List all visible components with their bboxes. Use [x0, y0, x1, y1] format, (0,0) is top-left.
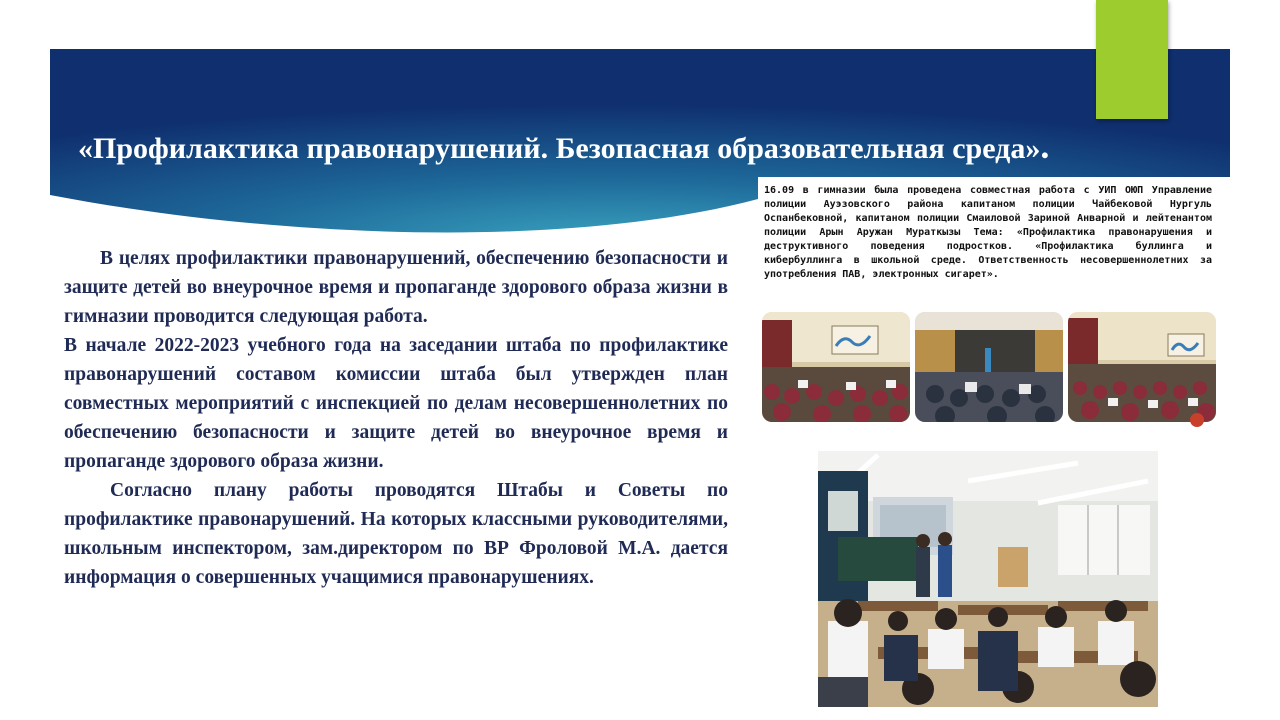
- photo-assembly-hall-2: [915, 312, 1063, 422]
- news-text: 16.09 в гимназии была проведена совместная работа с УИП ОЮП Управление полиции Ауэзовского района капитаном полиции Чайбековой Нургуль Оспанбековной, капитаном полиции Смаиловой Зариной Анварной и лейтенантом полиции Арын Аружан Мураткызы Тема: «Профилактика правонарушения и деструктивного поведения подростков. «Профилактика буллинга и кибербуллинга в школьной среде. Ответственность несовершеннолетних за употребления ПАВ, электронных сигарет».: [764, 185, 1212, 280]
- classroom-photo: [818, 451, 1158, 707]
- accent-bar: [1096, 0, 1168, 119]
- title-period: .: [1040, 126, 1050, 166]
- paragraph-2: В начале 2022-2023 учебного года на заседании штаба по профилактике правонарушений составом комиссии штаба был утвержден план совместных мероприятий с инспекцией по делам несовершеннолетних по обеспечению безопасности и защите детей во внеурочное время и пропаганде здорового образа жизни.: [64, 335, 728, 472]
- photo-assembly-hall-1: [762, 312, 910, 422]
- body-text: [64, 244, 728, 592]
- news-card: [758, 178, 1219, 428]
- paragraph-1: В целях профилактики правонарушений, обеспечению безопасности и защите детей во внеурочное время и пропаганде здорового образа жизни в гимназии проводится следующая работа.: [64, 248, 728, 327]
- page-title: [78, 126, 1178, 169]
- paragraph-3: Согласно плану работы проводятся Штабы и Советы по профилактике правонарушений. На которых классными руководителями, школьным инспектором, зам.директором по ВР Фроловой М.А. дается информация о совершенных учащимися правонарушениях.: [64, 480, 728, 588]
- decorative-dot: [1190, 413, 1204, 427]
- photo-assembly-hall-3: [1068, 312, 1216, 422]
- title-text: «Профилактика правонарушений. Безопасная образовательная среда»: [78, 132, 1041, 165]
